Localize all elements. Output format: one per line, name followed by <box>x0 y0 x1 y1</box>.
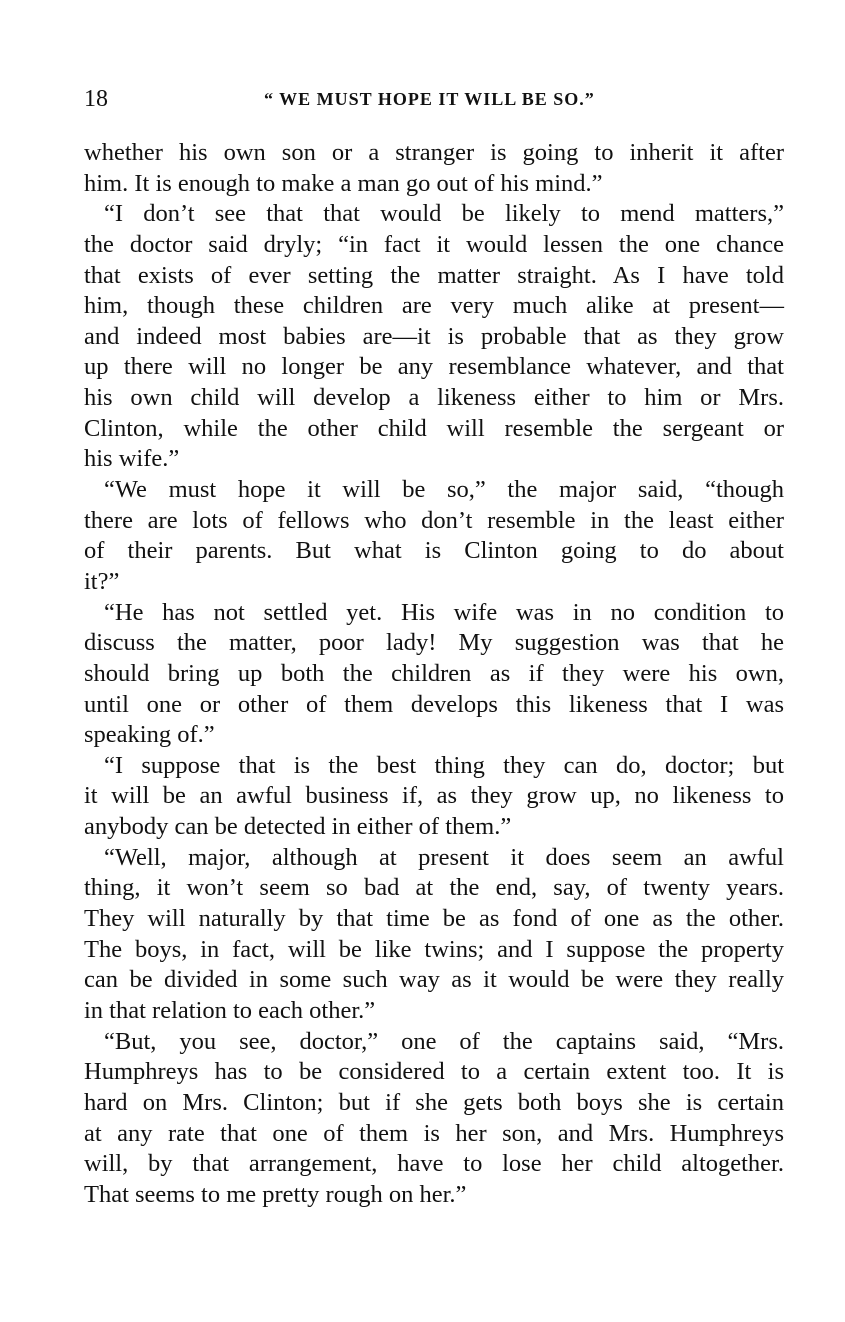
text-line: the doctor said dryly; “in fact it would lessen the one chance <box>84 230 784 258</box>
text-line: Humphreys has to be considered to a certain extent too. It is <box>84 1058 784 1086</box>
running-title: “ WE MUST HOPE IT WILL BE SO.” <box>264 89 595 109</box>
text-line: him. It is enough to make a man go out of his mind.” <box>84 169 603 197</box>
text-line: up there will no longer be any resemblance whatever, and that <box>84 353 784 381</box>
page-number: 18 <box>84 86 108 112</box>
text-line: that exists of ever setting the matter straight. As I have told <box>84 261 784 289</box>
text-line: of their parents. But what is Clinton going to do about <box>84 537 784 565</box>
text-line: there are lots of fellows who don’t resemble in the least either <box>84 506 784 534</box>
text-line: it?” <box>84 567 120 595</box>
text-line: his wife.” <box>84 445 180 473</box>
text-line: “But, you see, doctor,” one of the captains said, “Mrs. <box>104 1027 784 1055</box>
text-line: thing, it won’t seem so bad at the end, say, of twenty years. <box>84 874 784 902</box>
text-line: it will be an awful business if, as they grow up, no likeness to <box>84 782 784 810</box>
text-line: “I don’t see that that would be likely to mend matters,” <box>104 200 784 228</box>
text-line: “I suppose that is the best thing they can do, doctor; but <box>104 751 784 779</box>
text-line: can be divided in some such way as it would be were they really <box>84 966 784 994</box>
page-header <box>84 86 784 116</box>
text-line: “We must hope it will be so,” the major said, “though <box>104 476 784 504</box>
text-line: his own child will develop a likeness either to him or Mrs. <box>84 384 784 412</box>
text-line: will, by that arrangement, have to lose her child altogether. <box>84 1150 784 1178</box>
text-line: “Well, major, although at present it does seem an awful <box>104 843 784 871</box>
text-line: The boys, in fact, will be like twins; and I suppose the property <box>84 935 784 963</box>
text-line: and indeed most babies are—it is probable that as they grow <box>84 322 784 350</box>
text-line: in that relation to each other.” <box>84 996 376 1024</box>
text-line: Clinton, while the other child will resemble the sergeant or <box>84 414 784 442</box>
text-line: speaking of.” <box>84 721 215 749</box>
text-line: anybody can be detected in either of them.” <box>84 813 512 841</box>
text-line: That seems to me pretty rough on her.” <box>84 1180 467 1208</box>
text-line: “He has not settled yet. His wife was in no condition to <box>104 598 784 626</box>
text-line: at any rate that one of them is her son, and Mrs. Humphreys <box>84 1119 784 1147</box>
text-line: him, though these children are very much alike at present— <box>84 292 784 320</box>
text-line: They will naturally by that time be as fond of one as the other. <box>84 905 784 933</box>
text-line: discuss the matter, poor lady! My suggestion was that he <box>84 629 784 657</box>
text-line: should bring up both the children as if they were his own, <box>84 659 784 687</box>
body-text <box>84 138 784 1210</box>
text-line: until one or other of them develops this likeness that I was <box>84 690 784 718</box>
text-line: whether his own son or a stranger is going to inherit it after <box>84 139 784 166</box>
text-line: hard on Mrs. Clinton; but if she gets both boys she is certain <box>84 1088 784 1116</box>
